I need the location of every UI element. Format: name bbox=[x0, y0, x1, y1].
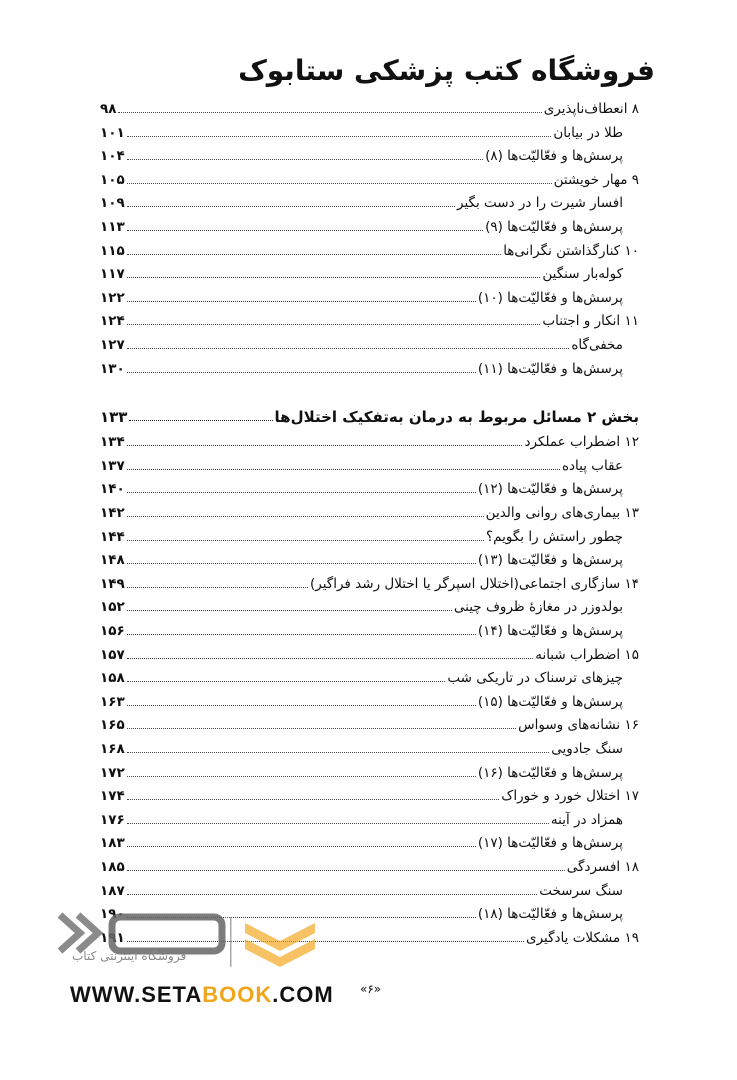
toc-entry-title: ۹ مهار خویشتن bbox=[553, 171, 639, 188]
toc-section-row bbox=[100, 214, 639, 236]
toc-entry-page: ۱۴۲ bbox=[100, 505, 125, 521]
toc-leader-dots bbox=[127, 372, 476, 373]
toc-entry-title: ۱۴ سازگاری اجتماعی(اختلال اسپرگر یا اختلال رشد فراگیر) bbox=[310, 575, 639, 592]
toc-section-row bbox=[100, 453, 639, 475]
toc-entry-page: ۱۵۷ bbox=[100, 646, 125, 663]
watermark-website bbox=[70, 982, 334, 1008]
toc-leader-dots bbox=[127, 445, 523, 446]
toc-section-row bbox=[100, 547, 639, 569]
toc-entry-title: پرسش‌ها و فعّالیّت‌ها (۱۷) bbox=[477, 835, 623, 852]
toc-leader-dots bbox=[127, 681, 446, 682]
toc-leader-dots bbox=[127, 752, 550, 753]
watermark-site-accent: BOOK bbox=[202, 982, 273, 1007]
toc-leader-dots bbox=[127, 348, 570, 349]
toc-chapter-row bbox=[100, 571, 639, 593]
toc-entry-title: پرسش‌ها و فعّالیّت‌ها (۸) bbox=[485, 148, 623, 165]
toc-section-row bbox=[100, 476, 639, 498]
toc-entry-title: ۱۸ افسردگی bbox=[566, 859, 639, 875]
toc-entry-title: پرسش‌ها و فعّالیّت‌ها (۱۳) bbox=[477, 552, 623, 569]
toc-leader-dots bbox=[127, 183, 552, 184]
toc-entry-page: ۱۰۵ bbox=[100, 171, 125, 188]
toc-chapter-row bbox=[100, 854, 639, 876]
toc-entry-title: پرسش‌ها و فعّالیّت‌ها (۱۴) bbox=[477, 623, 623, 639]
toc-entry-title: پرسش‌ها و فعّالیّت‌ها (۱۰) bbox=[477, 289, 623, 306]
toc-entry-page: ۱۱۷ bbox=[100, 266, 125, 283]
toc-entry-title: چطور راستش را بگویم؟ bbox=[485, 528, 623, 545]
toc-entry-page: ۱۷۶ bbox=[100, 811, 125, 828]
toc-entry-page: ۱۴۸ bbox=[100, 552, 125, 569]
toc-entry-title: ۱۶ نشانه‌های وسواس bbox=[518, 717, 639, 734]
toc-chapter-row bbox=[100, 238, 639, 260]
toc-entry-page: ۱۹۰ bbox=[100, 906, 125, 923]
toc-entry-page: ۱۷۲ bbox=[100, 764, 125, 781]
toc-entry-page: ۱۷۴ bbox=[100, 788, 125, 805]
setabook-logo-icon bbox=[40, 905, 320, 975]
toc-entry-page: ۱۴۴ bbox=[100, 528, 125, 545]
toc-chapter-row bbox=[100, 712, 639, 734]
toc-entry-page: ۱۶۸ bbox=[100, 741, 125, 757]
toc-entry-page: ۱۱۳ bbox=[100, 219, 125, 235]
toc-leader-dots bbox=[127, 563, 476, 564]
toc-entry-title: پرسش‌ها و فعّالیّت‌ها (۱۱) bbox=[477, 360, 623, 377]
watermark-site-suffix: .COM bbox=[272, 982, 334, 1007]
toc-section-row bbox=[100, 736, 639, 758]
toc-leader-dots bbox=[127, 540, 484, 541]
toc-entry-page: ۱۳۷ bbox=[100, 457, 125, 474]
toc-leader-dots bbox=[127, 324, 541, 325]
toc-leader-dots bbox=[127, 277, 541, 278]
toc-leader-dots bbox=[127, 823, 549, 824]
toc-chapter-row bbox=[100, 308, 639, 330]
toc-section-row bbox=[100, 665, 639, 687]
watermark-subtitle: فروشگاه اینترنتی کتاب bbox=[72, 949, 187, 963]
toc-leader-dots bbox=[127, 610, 452, 611]
toc-section-row bbox=[100, 356, 639, 378]
toc-entry-page: ۹۸ bbox=[100, 101, 117, 117]
toc-entry-title: عقاب پیاده bbox=[561, 457, 623, 474]
page-header-title: فروشگاه کتب پزشکی ستابوک bbox=[238, 54, 655, 87]
toc-leader-dots bbox=[127, 230, 483, 231]
toc-leader-dots bbox=[127, 469, 560, 470]
toc-entry-title: طلا در بیابان bbox=[553, 124, 623, 141]
toc-leader-dots bbox=[127, 894, 537, 895]
toc-section-row bbox=[100, 760, 639, 782]
toc-leader-dots bbox=[127, 776, 476, 777]
toc-entry-page: ۱۲۲ bbox=[100, 289, 125, 306]
toc-entry-page: ۱۵۸ bbox=[100, 670, 125, 687]
toc-entry-title: ۱۳ بیماری‌های روانی والدین bbox=[485, 505, 639, 521]
toc-leader-dots bbox=[127, 728, 516, 729]
toc-entry-page: ۱۵۲ bbox=[100, 599, 125, 616]
toc-entry-page: ۱۶۵ bbox=[100, 717, 125, 734]
toc-leader-dots bbox=[127, 634, 476, 635]
toc-entry-title: ۱۷ اختلال خورد و خوراک bbox=[501, 788, 639, 805]
toc-entry-title: افسار شیرت را در دست بگیر bbox=[457, 195, 623, 212]
toc-entry-page: ۱۰۹ bbox=[100, 195, 125, 212]
toc-leader-dots bbox=[127, 206, 455, 207]
toc-entry-page: ۱۰۱ bbox=[100, 124, 125, 141]
toc-section-row bbox=[100, 878, 639, 900]
toc-entry-page: ۱۵۶ bbox=[100, 623, 125, 639]
toc-entry-title: پرسش‌ها و فعّالیّت‌ها (۱۸) bbox=[477, 906, 623, 923]
toc-section-row bbox=[100, 689, 639, 711]
toc-chapter-row bbox=[100, 429, 639, 451]
toc-leader-dots bbox=[127, 159, 483, 160]
page-number: «۶» bbox=[360, 982, 382, 996]
toc-leader-dots bbox=[127, 492, 476, 493]
toc-entry-page: ۱۳۳ bbox=[100, 407, 128, 426]
toc-entry-title: پرسش‌ها و فعّالیّت‌ها (۱۵) bbox=[477, 693, 623, 710]
toc-entry-page: ۱۱۵ bbox=[100, 242, 125, 259]
toc-section-row bbox=[100, 120, 639, 142]
toc-entry-title: چیزهای ترسناک در تاریکی شب bbox=[447, 670, 623, 687]
toc-entry-title: همزاد در آینه bbox=[550, 811, 623, 828]
toc-section-row bbox=[100, 807, 639, 829]
toc-section-row bbox=[100, 285, 639, 307]
toc-entry-title: پرسش‌ها و فعّالیّت‌ها (۱۶) bbox=[477, 764, 623, 781]
toc-entry-title: بولدوزر در مغازهٔ ظروف چینی bbox=[453, 599, 623, 616]
toc-entry-page: ۱۳۰ bbox=[100, 360, 125, 377]
toc-entry-title: سنگ جادویی bbox=[551, 741, 623, 757]
toc-entry-title: پرسش‌ها و فعّالیّت‌ها (۹) bbox=[485, 219, 623, 235]
toc-chapter-row bbox=[100, 642, 639, 664]
toc-entry-title: ۱۵ اضطراب شبانه bbox=[535, 646, 639, 663]
toc-section-row bbox=[100, 143, 639, 165]
toc-chapter-row bbox=[100, 96, 639, 118]
toc-entry-page: ۱۴۹ bbox=[100, 575, 125, 592]
toc-leader-dots bbox=[127, 587, 308, 588]
toc-leader-dots bbox=[127, 254, 501, 255]
toc-leader-dots bbox=[127, 799, 500, 800]
toc-entry-title: کوله‌بار سنگین bbox=[542, 266, 623, 283]
toc-leader-dots bbox=[127, 301, 476, 302]
watermark-site-prefix: WWW.SETA bbox=[70, 982, 203, 1007]
toc-part-heading bbox=[100, 404, 639, 426]
toc-entry-page: ۱۶۳ bbox=[100, 693, 125, 710]
toc-leader-dots bbox=[127, 705, 476, 706]
toc-entry-page: ۱۲۴ bbox=[100, 313, 125, 330]
toc-entry-title: پرسش‌ها و فعّالیّت‌ها (۱۲) bbox=[477, 481, 623, 498]
toc-section-row bbox=[100, 524, 639, 546]
toc-chapter-row bbox=[100, 167, 639, 189]
toc-section-row bbox=[100, 332, 639, 354]
toc-entry-page: ۱۸۷ bbox=[100, 882, 125, 899]
toc-section-row bbox=[100, 830, 639, 852]
toc-leader-dots bbox=[118, 112, 541, 113]
toc-section-row bbox=[100, 618, 639, 640]
toc-chapter-row bbox=[100, 783, 639, 805]
toc-entry-title: بخش ۲ مسائل مربوط به درمان به‌تفکیک اختلال‌ها bbox=[274, 407, 639, 426]
toc-entry-title: ۱۰ کنارگذاشتن نگرانی‌ها bbox=[503, 242, 639, 259]
toc-entry-title: مخفی‌گاه bbox=[571, 337, 623, 353]
toc-entry-title: ۱۲ اضطراب عملکرد bbox=[524, 434, 639, 451]
toc-entry-page: ۱۸۳ bbox=[100, 835, 125, 852]
toc-entry-page: ۱۸۵ bbox=[100, 859, 125, 875]
toc-entry-title: ۱۹ مشکلات یادگیری bbox=[526, 929, 639, 946]
toc-leader-dots bbox=[127, 846, 476, 847]
toc-leader-dots bbox=[127, 136, 552, 137]
toc-entry-page: ۱۹۱ bbox=[100, 929, 125, 946]
toc-leader-dots bbox=[127, 658, 533, 659]
toc-chapter-row bbox=[100, 500, 639, 522]
toc-entry-title: ۸ انعطاف‌ناپذیری bbox=[543, 101, 639, 117]
toc-entry-page: ۱۴۰ bbox=[100, 481, 125, 498]
toc-leader-dots bbox=[127, 516, 484, 517]
toc-entry-title: ۱۱ انکار و اجتناب bbox=[542, 313, 639, 330]
toc-leader-dots bbox=[127, 870, 565, 871]
toc-section-row bbox=[100, 190, 639, 212]
toc-entry-page: ۱۲۷ bbox=[100, 337, 125, 353]
toc-section-row bbox=[100, 594, 639, 616]
toc-entry-page: ۱۰۴ bbox=[100, 148, 125, 165]
toc-entry-page: ۱۳۴ bbox=[100, 434, 125, 451]
toc-entry-title: سنگ سرسخت bbox=[539, 882, 623, 899]
toc-leader-dots bbox=[129, 420, 272, 421]
toc-section-row bbox=[100, 261, 639, 283]
